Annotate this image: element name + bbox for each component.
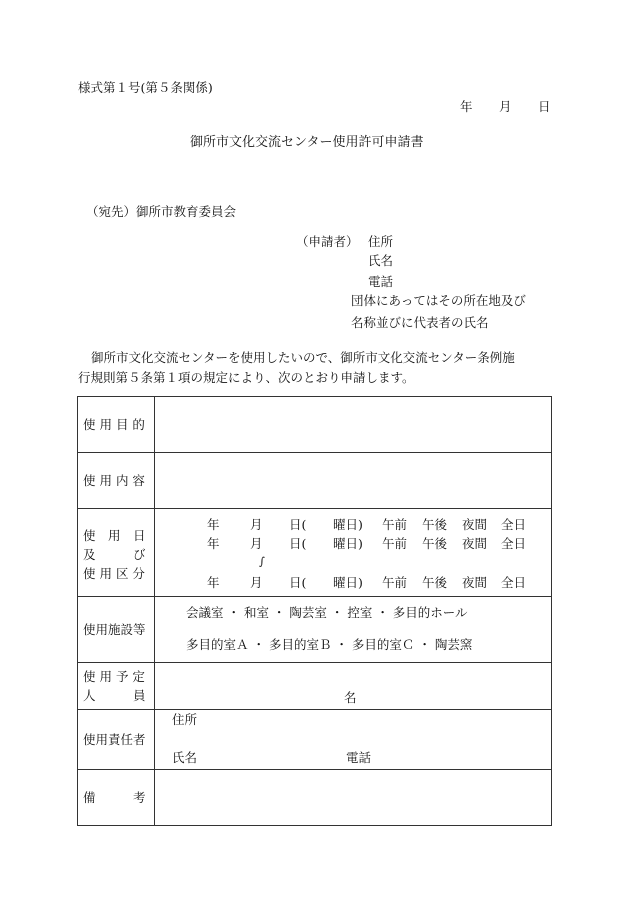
second-month: 月 (250, 536, 263, 551)
end-allday-option[interactable]: 全日 (501, 575, 527, 590)
facility-options-line2[interactable]: 多目的室Ａ ・ 多目的室Ｂ ・ 多目的室Ｃ ・ 陶芸窯 (186, 637, 473, 652)
range-mark: ∫ (259, 555, 265, 568)
applicant-note-line2: 名称並びに代表者の氏名 (351, 315, 489, 330)
end-day: 日( (289, 575, 307, 590)
end-year: 年 (207, 575, 220, 590)
applicant-name-label: 氏名 (368, 253, 394, 268)
purpose-label-cell (78, 397, 155, 453)
end-month: 月 (250, 575, 263, 590)
second-day: 日( (289, 536, 307, 551)
datetime-row (78, 509, 552, 597)
date-month-label: 月 (499, 99, 512, 114)
start-weekday: 曜日) (333, 517, 363, 532)
end-weekday: 曜日) (333, 575, 363, 590)
second-weekday: 曜日) (333, 536, 363, 551)
second-night-option[interactable]: 夜間 (462, 536, 488, 551)
start-pm-option[interactable]: 午後 (422, 517, 448, 532)
attendees-label-line1: 使 用 予 定 (83, 669, 145, 684)
body-text-line2: 行規則第５条第１項の規定により、次のとおり申請します。 (78, 370, 415, 385)
date-day-label: 日 (538, 99, 551, 114)
responsible-field[interactable] (155, 710, 552, 770)
applicant-label: （申請者） (296, 234, 359, 249)
applicant-note-line1: 団体にあってはその所在地及び (351, 293, 526, 308)
second-allday-option[interactable]: 全日 (501, 536, 527, 551)
responsible-phone-label: 電話 (346, 750, 372, 765)
end-night-option[interactable]: 夜間 (462, 575, 488, 590)
responsible-label: 使用責任者 (83, 732, 146, 747)
second-am-option[interactable]: 午前 (382, 536, 408, 551)
applicant-address-label: 住所 (368, 234, 394, 249)
content-field[interactable] (155, 453, 552, 509)
second-year: 年 (207, 536, 220, 551)
addressee: （宛先）御所市教育委員会 (86, 204, 237, 219)
end-am-option[interactable]: 午前 (382, 575, 408, 590)
datetime-label-line3: 使 用 区 分 (83, 566, 145, 581)
purpose-row (78, 397, 552, 453)
responsible-address-label: 住所 (172, 712, 198, 727)
end-pm-option[interactable]: 午後 (422, 575, 448, 590)
purpose-label: 使 用 目 的 (83, 417, 145, 432)
content-label-cell (78, 453, 155, 509)
body-text-line1: 御所市文化交流センターを使用したいので、御所市文化交流センター条例施 (91, 350, 515, 365)
form-number: 様式第１号(第５条関係) (78, 80, 213, 95)
facility-row (78, 597, 552, 663)
attendees-field[interactable] (155, 663, 552, 710)
attendees-label-cell (78, 663, 155, 710)
start-allday-option[interactable]: 全日 (501, 517, 527, 532)
remarks-label-cell (78, 770, 155, 826)
responsible-name-label: 氏名 (172, 750, 198, 765)
purpose-field[interactable] (155, 397, 552, 453)
applicant-phone-label: 電話 (368, 274, 394, 289)
remarks-field[interactable] (155, 770, 552, 826)
document-title: 御所市文化交流センター使用許可申請書 (190, 135, 424, 150)
responsible-row (78, 710, 552, 770)
start-night-option[interactable]: 夜間 (462, 517, 488, 532)
second-pm-option[interactable]: 午後 (422, 536, 448, 551)
datetime-label-cell (78, 509, 155, 597)
facility-field[interactable] (155, 597, 552, 663)
content-row (78, 453, 552, 509)
date-year-label: 年 (460, 99, 473, 114)
remarks-row (78, 770, 552, 826)
start-month: 月 (250, 517, 263, 532)
attendees-label-line2: 人 員 (83, 688, 146, 703)
datetime-label-line2: 及 び (83, 547, 146, 562)
attendees-unit: 名 (344, 690, 357, 705)
datetime-label-line1: 使 用 日 (83, 528, 146, 543)
start-year: 年 (207, 517, 220, 532)
start-day: 日( (289, 517, 307, 532)
responsible-label-cell (78, 710, 155, 770)
facility-label: 使用施設等 (83, 622, 146, 637)
remarks-label: 備 考 (83, 790, 146, 805)
start-am-option[interactable]: 午前 (382, 517, 408, 532)
datetime-field[interactable] (155, 509, 552, 597)
content-label: 使 用 内 容 (83, 473, 145, 488)
facility-options-line1[interactable]: 会議室 ・ 和室 ・ 陶芸室 ・ 控室 ・ 多目的ホール (186, 605, 468, 620)
attendees-row (78, 663, 552, 710)
application-form-table (77, 396, 552, 826)
facility-label-cell (78, 597, 155, 663)
